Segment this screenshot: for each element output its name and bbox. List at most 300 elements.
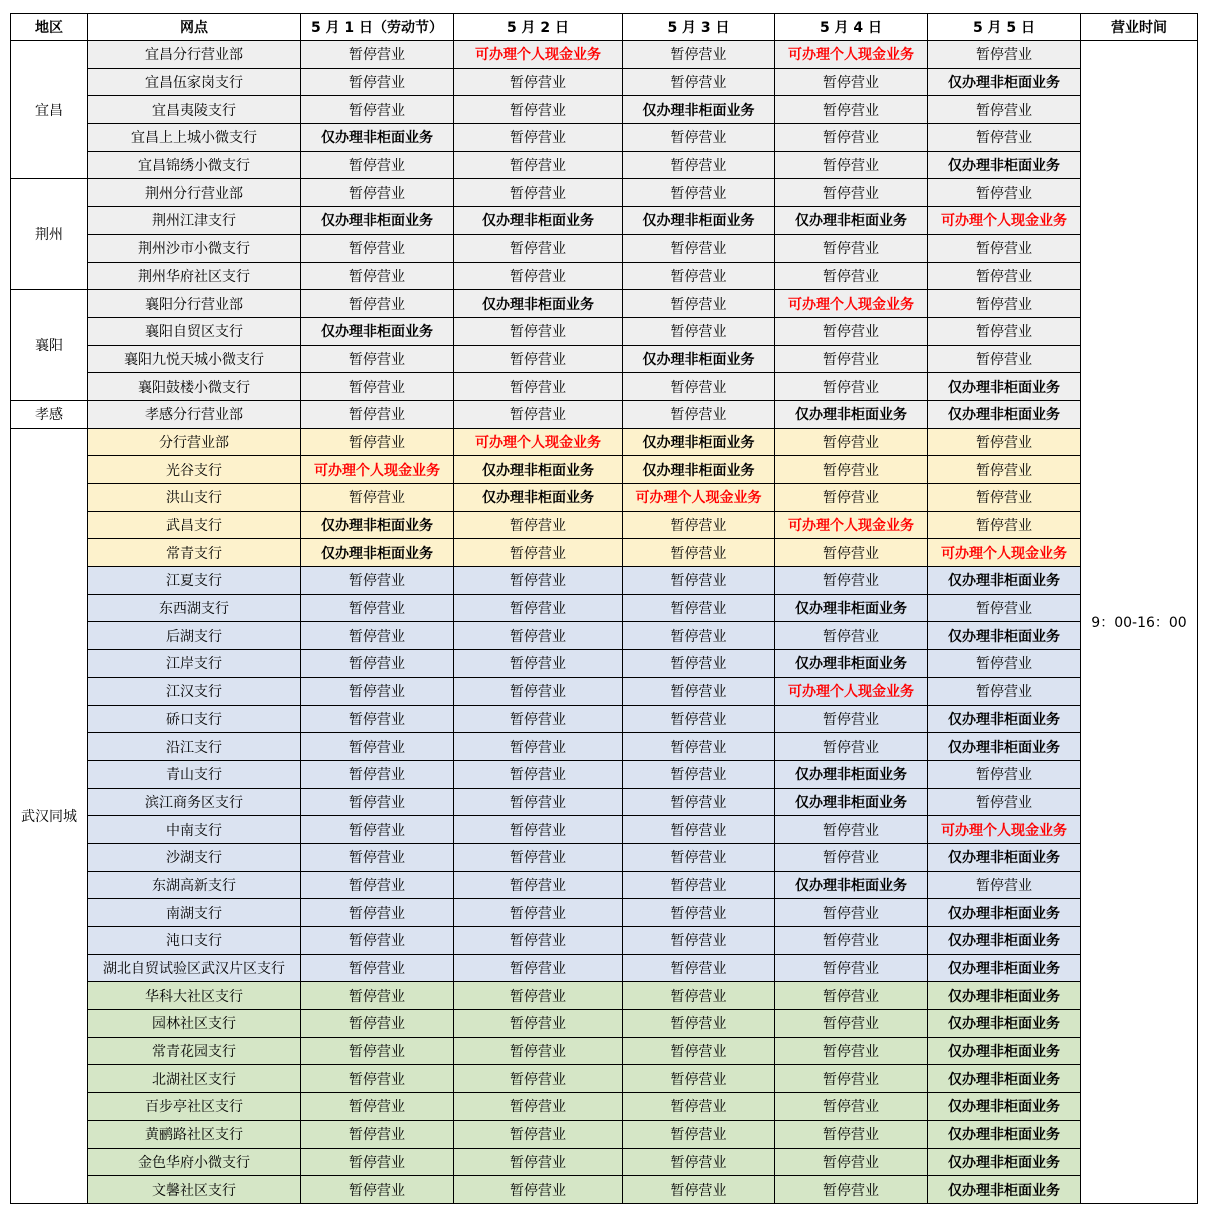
- status-cell-day-3: 暂停营业: [623, 1010, 775, 1038]
- status-cell-day-4: 暂停营业: [775, 1120, 928, 1148]
- status-cell-day-1: 暂停营业: [301, 345, 454, 373]
- branch-name-cell: 金色华府小微支行: [88, 1148, 301, 1176]
- table-row: [11, 511, 1198, 539]
- table-row: [11, 207, 1198, 235]
- branch-name-cell: 江汉支行: [88, 677, 301, 705]
- status-cell-day-2: 暂停营业: [454, 899, 623, 927]
- header-day-2: 5 月 2 日: [454, 14, 623, 41]
- table-row: [11, 1010, 1198, 1038]
- table-row: [11, 594, 1198, 622]
- branch-name-cell: 孝感分行营业部: [88, 400, 301, 428]
- branch-name-cell: 荆州华府社区支行: [88, 262, 301, 290]
- status-cell-day-3: 暂停营业: [623, 317, 775, 345]
- table-row: [11, 179, 1198, 207]
- status-cell-day-3: 暂停营业: [623, 816, 775, 844]
- status-cell-day-2: 暂停营业: [454, 816, 623, 844]
- status-cell-day-5: 仅办理非柜面业务: [928, 733, 1081, 761]
- status-cell-day-5: 仅办理非柜面业务: [928, 899, 1081, 927]
- status-cell-day-3: 仅办理非柜面业务: [623, 96, 775, 124]
- status-cell-day-1: 暂停营业: [301, 843, 454, 871]
- table-row: [11, 899, 1198, 927]
- status-cell-day-2: 暂停营业: [454, 788, 623, 816]
- status-cell-day-4: 仅办理非柜面业务: [775, 760, 928, 788]
- branch-name-cell: 东西湖支行: [88, 594, 301, 622]
- status-cell-day-4: 暂停营业: [775, 345, 928, 373]
- status-cell-day-4: 暂停营业: [775, 179, 928, 207]
- region-cell: 荆州: [11, 179, 88, 290]
- branch-name-cell: 江岸支行: [88, 650, 301, 678]
- status-cell-day-1: 暂停营业: [301, 622, 454, 650]
- branch-name-cell: 武昌支行: [88, 511, 301, 539]
- status-cell-day-5: 仅办理非柜面业务: [928, 567, 1081, 595]
- table-row: [11, 1148, 1198, 1176]
- table-row: [11, 1065, 1198, 1093]
- status-cell-day-3: 暂停营业: [623, 373, 775, 401]
- branch-name-cell: 后湖支行: [88, 622, 301, 650]
- region-cell: 宜昌: [11, 41, 88, 179]
- branch-name-cell: 荆州江津支行: [88, 207, 301, 235]
- status-cell-day-1: 仅办理非柜面业务: [301, 207, 454, 235]
- status-cell-day-5: 暂停营业: [928, 760, 1081, 788]
- status-cell-day-3: 暂停营业: [623, 511, 775, 539]
- branch-name-cell: 青山支行: [88, 760, 301, 788]
- table-row: [11, 484, 1198, 512]
- status-cell-day-3: 可办理个人现金业务: [623, 484, 775, 512]
- status-cell-day-4: 暂停营业: [775, 567, 928, 595]
- status-cell-day-2: 暂停营业: [454, 1093, 623, 1121]
- table-row: [11, 290, 1198, 318]
- branch-name-cell: 中南支行: [88, 816, 301, 844]
- status-cell-day-2: 暂停营业: [454, 1010, 623, 1038]
- status-cell-day-4: 暂停营业: [775, 96, 928, 124]
- status-cell-day-2: 暂停营业: [454, 373, 623, 401]
- status-cell-day-2: 仅办理非柜面业务: [454, 456, 623, 484]
- status-cell-day-5: 仅办理非柜面业务: [928, 705, 1081, 733]
- table-row: [11, 400, 1198, 428]
- branch-name-cell: 滨江商务区支行: [88, 788, 301, 816]
- status-cell-day-1: 暂停营业: [301, 1065, 454, 1093]
- status-cell-day-2: 暂停营业: [454, 96, 623, 124]
- status-cell-day-1: 暂停营业: [301, 1037, 454, 1065]
- branch-name-cell: 常青花园支行: [88, 1037, 301, 1065]
- status-cell-day-5: 暂停营业: [928, 788, 1081, 816]
- status-cell-day-5: 暂停营业: [928, 594, 1081, 622]
- status-cell-day-5: 仅办理非柜面业务: [928, 1037, 1081, 1065]
- status-cell-day-3: 暂停营业: [623, 41, 775, 69]
- status-cell-day-1: 暂停营业: [301, 373, 454, 401]
- status-cell-day-1: 仅办理非柜面业务: [301, 317, 454, 345]
- status-cell-day-2: 可办理个人现金业务: [454, 428, 623, 456]
- header-day-1: 5 月 1 日（劳动节）: [301, 14, 454, 41]
- status-cell-day-2: 暂停营业: [454, 234, 623, 262]
- status-cell-day-1: 暂停营业: [301, 1176, 454, 1204]
- branch-name-cell: 北湖社区支行: [88, 1065, 301, 1093]
- status-cell-day-2: 暂停营业: [454, 1148, 623, 1176]
- status-cell-day-4: 暂停营业: [775, 1176, 928, 1204]
- table-row: [11, 954, 1198, 982]
- status-cell-day-2: 暂停营业: [454, 982, 623, 1010]
- status-cell-day-2: 仅办理非柜面业务: [454, 290, 623, 318]
- status-cell-day-5: 暂停营业: [928, 428, 1081, 456]
- table-row: [11, 927, 1198, 955]
- status-cell-day-2: 暂停营业: [454, 594, 623, 622]
- status-cell-day-3: 暂停营业: [623, 68, 775, 96]
- status-cell-day-1: 暂停营业: [301, 927, 454, 955]
- status-cell-day-4: 暂停营业: [775, 1148, 928, 1176]
- branch-name-cell: 襄阳自贸区支行: [88, 317, 301, 345]
- status-cell-day-2: 暂停营业: [454, 622, 623, 650]
- status-cell-day-4: 仅办理非柜面业务: [775, 650, 928, 678]
- status-cell-day-5: 仅办理非柜面业务: [928, 400, 1081, 428]
- branch-name-cell: 分行营业部: [88, 428, 301, 456]
- status-cell-day-1: 暂停营业: [301, 899, 454, 927]
- status-cell-day-4: 可办理个人现金业务: [775, 41, 928, 69]
- status-cell-day-2: 暂停营业: [454, 650, 623, 678]
- status-cell-day-2: 仅办理非柜面业务: [454, 484, 623, 512]
- table-row: [11, 788, 1198, 816]
- status-cell-day-4: 仅办理非柜面业务: [775, 788, 928, 816]
- status-cell-day-2: 可办理个人现金业务: [454, 41, 623, 69]
- status-cell-day-2: 暂停营业: [454, 1176, 623, 1204]
- status-cell-day-4: 暂停营业: [775, 816, 928, 844]
- branch-name-cell: 光谷支行: [88, 456, 301, 484]
- status-cell-day-1: 仅办理非柜面业务: [301, 124, 454, 152]
- status-cell-day-4: 暂停营业: [775, 733, 928, 761]
- status-cell-day-5: 仅办理非柜面业务: [928, 1093, 1081, 1121]
- status-cell-day-4: 暂停营业: [775, 1093, 928, 1121]
- status-cell-day-3: 暂停营业: [623, 899, 775, 927]
- status-cell-day-3: 暂停营业: [623, 290, 775, 318]
- status-cell-day-5: 可办理个人现金业务: [928, 816, 1081, 844]
- status-cell-day-3: 暂停营业: [623, 927, 775, 955]
- status-cell-day-1: 暂停营业: [301, 982, 454, 1010]
- status-cell-day-1: 暂停营业: [301, 1148, 454, 1176]
- status-cell-day-2: 暂停营业: [454, 124, 623, 152]
- status-cell-day-4: 暂停营业: [775, 151, 928, 179]
- header-branch: 网点: [88, 14, 301, 41]
- branch-name-cell: 洪山支行: [88, 484, 301, 512]
- status-cell-day-2: 暂停营业: [454, 179, 623, 207]
- status-cell-day-4: 暂停营业: [775, 262, 928, 290]
- status-cell-day-3: 暂停营业: [623, 677, 775, 705]
- status-cell-day-3: 暂停营业: [623, 871, 775, 899]
- table-row: [11, 68, 1198, 96]
- status-cell-day-2: 暂停营业: [454, 760, 623, 788]
- status-cell-day-2: 暂停营业: [454, 1065, 623, 1093]
- status-cell-day-2: 暂停营业: [454, 511, 623, 539]
- branch-name-cell: 东湖高新支行: [88, 871, 301, 899]
- status-cell-day-5: 仅办理非柜面业务: [928, 373, 1081, 401]
- status-cell-day-5: 暂停营业: [928, 290, 1081, 318]
- status-cell-day-1: 暂停营业: [301, 788, 454, 816]
- status-cell-day-3: 暂停营业: [623, 760, 775, 788]
- table-row: [11, 622, 1198, 650]
- status-cell-day-5: 仅办理非柜面业务: [928, 954, 1081, 982]
- branch-name-cell: 华科大社区支行: [88, 982, 301, 1010]
- status-cell-day-1: 暂停营业: [301, 705, 454, 733]
- table-row: [11, 843, 1198, 871]
- status-cell-day-5: 暂停营业: [928, 484, 1081, 512]
- branch-name-cell: 沿江支行: [88, 733, 301, 761]
- region-cell: 襄阳: [11, 290, 88, 401]
- status-cell-day-5: 暂停营业: [928, 262, 1081, 290]
- status-cell-day-4: 可办理个人现金业务: [775, 511, 928, 539]
- status-cell-day-3: 暂停营业: [623, 843, 775, 871]
- status-cell-day-4: 暂停营业: [775, 317, 928, 345]
- status-cell-day-3: 仅办理非柜面业务: [623, 207, 775, 235]
- status-cell-day-5: 暂停营业: [928, 511, 1081, 539]
- status-cell-day-4: 暂停营业: [775, 1037, 928, 1065]
- table-row: [11, 871, 1198, 899]
- table-row: [11, 982, 1198, 1010]
- status-cell-day-5: 仅办理非柜面业务: [928, 1148, 1081, 1176]
- branch-name-cell: 园林社区支行: [88, 1010, 301, 1038]
- status-cell-day-3: 暂停营业: [623, 982, 775, 1010]
- status-cell-day-4: 暂停营业: [775, 456, 928, 484]
- branch-name-cell: 宜昌锦绣小微支行: [88, 151, 301, 179]
- status-cell-day-3: 暂停营业: [623, 650, 775, 678]
- branch-name-cell: 文馨社区支行: [88, 1176, 301, 1204]
- branch-name-cell: 黄鹂路社区支行: [88, 1120, 301, 1148]
- status-cell-day-5: 仅办理非柜面业务: [928, 151, 1081, 179]
- status-cell-day-5: 仅办理非柜面业务: [928, 622, 1081, 650]
- table-row: [11, 1176, 1198, 1204]
- status-cell-day-3: 暂停营业: [623, 124, 775, 152]
- status-cell-day-1: 暂停营业: [301, 733, 454, 761]
- status-cell-day-2: 暂停营业: [454, 733, 623, 761]
- status-cell-day-4: 仅办理非柜面业务: [775, 207, 928, 235]
- status-cell-day-2: 暂停营业: [454, 539, 623, 567]
- branch-name-cell: 宜昌伍家岗支行: [88, 68, 301, 96]
- status-cell-day-5: 暂停营业: [928, 317, 1081, 345]
- branch-name-cell: 宜昌上上城小微支行: [88, 124, 301, 152]
- status-cell-day-4: 暂停营业: [775, 982, 928, 1010]
- status-cell-day-1: 暂停营业: [301, 41, 454, 69]
- branch-name-cell: 荆州分行营业部: [88, 179, 301, 207]
- status-cell-day-4: 暂停营业: [775, 622, 928, 650]
- status-cell-day-3: 暂停营业: [623, 1148, 775, 1176]
- status-cell-day-4: 暂停营业: [775, 234, 928, 262]
- status-cell-day-5: 暂停营业: [928, 96, 1081, 124]
- status-cell-day-1: 暂停营业: [301, 151, 454, 179]
- status-cell-day-3: 暂停营业: [623, 594, 775, 622]
- branch-name-cell: 江夏支行: [88, 567, 301, 595]
- status-cell-day-2: 仅办理非柜面业务: [454, 207, 623, 235]
- status-cell-day-1: 暂停营业: [301, 428, 454, 456]
- status-cell-day-2: 暂停营业: [454, 927, 623, 955]
- status-cell-day-1: 仅办理非柜面业务: [301, 539, 454, 567]
- status-cell-day-2: 暂停营业: [454, 705, 623, 733]
- table-row: [11, 41, 1198, 69]
- status-cell-day-5: 暂停营业: [928, 179, 1081, 207]
- branch-name-cell: 南湖支行: [88, 899, 301, 927]
- status-cell-day-4: 可办理个人现金业务: [775, 290, 928, 318]
- status-cell-day-1: 暂停营业: [301, 677, 454, 705]
- table-row: [11, 705, 1198, 733]
- status-cell-day-2: 暂停营业: [454, 677, 623, 705]
- header-day-4: 5 月 4 日: [775, 14, 928, 41]
- table-body: [11, 41, 1198, 1204]
- status-cell-day-3: 暂停营业: [623, 1037, 775, 1065]
- status-cell-day-3: 暂停营业: [623, 788, 775, 816]
- status-cell-day-4: 暂停营业: [775, 899, 928, 927]
- status-cell-day-3: 暂停营业: [623, 1093, 775, 1121]
- status-cell-day-3: 暂停营业: [623, 1120, 775, 1148]
- table-row: [11, 650, 1198, 678]
- status-cell-day-4: 暂停营业: [775, 124, 928, 152]
- status-cell-day-4: 暂停营业: [775, 68, 928, 96]
- status-cell-day-2: 暂停营业: [454, 843, 623, 871]
- status-cell-day-4: 暂停营业: [775, 1065, 928, 1093]
- region-cell: 武汉同城: [11, 428, 88, 1203]
- table-row: [11, 151, 1198, 179]
- table-row: [11, 456, 1198, 484]
- branch-schedule-table: [10, 13, 1198, 1204]
- table-row: [11, 1037, 1198, 1065]
- status-cell-day-4: 暂停营业: [775, 428, 928, 456]
- branch-name-cell: 荆州沙市小微支行: [88, 234, 301, 262]
- table-row: [11, 373, 1198, 401]
- status-cell-day-5: 暂停营业: [928, 456, 1081, 484]
- status-cell-day-1: 仅办理非柜面业务: [301, 511, 454, 539]
- status-cell-day-4: 暂停营业: [775, 927, 928, 955]
- status-cell-day-4: 暂停营业: [775, 843, 928, 871]
- status-cell-day-5: 仅办理非柜面业务: [928, 982, 1081, 1010]
- status-cell-day-1: 可办理个人现金业务: [301, 456, 454, 484]
- status-cell-day-1: 暂停营业: [301, 96, 454, 124]
- status-cell-day-1: 暂停营业: [301, 1120, 454, 1148]
- status-cell-day-5: 仅办理非柜面业务: [928, 1176, 1081, 1204]
- status-cell-day-1: 暂停营业: [301, 290, 454, 318]
- table-row: [11, 539, 1198, 567]
- status-cell-day-3: 暂停营业: [623, 1065, 775, 1093]
- status-cell-day-2: 暂停营业: [454, 1037, 623, 1065]
- status-cell-day-4: 暂停营业: [775, 1010, 928, 1038]
- header-day-3: 5 月 3 日: [623, 14, 775, 41]
- status-cell-day-1: 暂停营业: [301, 68, 454, 96]
- table-row: [11, 234, 1198, 262]
- status-cell-day-5: 仅办理非柜面业务: [928, 1010, 1081, 1038]
- business-hours-cell: 9：00-16：00: [1081, 41, 1198, 1204]
- table-row: [11, 317, 1198, 345]
- status-cell-day-3: 暂停营业: [623, 262, 775, 290]
- region-cell: 孝感: [11, 400, 88, 428]
- status-cell-day-4: 仅办理非柜面业务: [775, 594, 928, 622]
- status-cell-day-3: 仅办理非柜面业务: [623, 345, 775, 373]
- header-day-5: 5 月 5 日: [928, 14, 1081, 41]
- branch-name-cell: 宜昌分行营业部: [88, 41, 301, 69]
- status-cell-day-1: 暂停营业: [301, 816, 454, 844]
- status-cell-day-2: 暂停营业: [454, 1120, 623, 1148]
- branch-name-cell: 常青支行: [88, 539, 301, 567]
- status-cell-day-5: 仅办理非柜面业务: [928, 1120, 1081, 1148]
- status-cell-day-5: 暂停营业: [928, 677, 1081, 705]
- status-cell-day-3: 暂停营业: [623, 705, 775, 733]
- branch-name-cell: 襄阳九悦天城小微支行: [88, 345, 301, 373]
- table-row: [11, 567, 1198, 595]
- status-cell-day-4: 暂停营业: [775, 373, 928, 401]
- status-cell-day-3: 暂停营业: [623, 539, 775, 567]
- status-cell-day-1: 暂停营业: [301, 567, 454, 595]
- status-cell-day-4: 仅办理非柜面业务: [775, 871, 928, 899]
- status-cell-day-2: 暂停营业: [454, 317, 623, 345]
- status-cell-day-1: 暂停营业: [301, 1010, 454, 1038]
- status-cell-day-3: 暂停营业: [623, 400, 775, 428]
- status-cell-day-1: 暂停营业: [301, 234, 454, 262]
- status-cell-day-2: 暂停营业: [454, 262, 623, 290]
- status-cell-day-4: 可办理个人现金业务: [775, 677, 928, 705]
- header-hours: 营业时间: [1081, 14, 1198, 41]
- branch-name-cell: 百步亭社区支行: [88, 1093, 301, 1121]
- status-cell-day-1: 暂停营业: [301, 650, 454, 678]
- status-cell-day-2: 暂停营业: [454, 345, 623, 373]
- header-region: 地区: [11, 14, 88, 41]
- table-row: [11, 1093, 1198, 1121]
- status-cell-day-5: 暂停营业: [928, 345, 1081, 373]
- table-row: [11, 428, 1198, 456]
- status-cell-day-3: 暂停营业: [623, 1176, 775, 1204]
- status-cell-day-1: 暂停营业: [301, 594, 454, 622]
- status-cell-day-5: 仅办理非柜面业务: [928, 68, 1081, 96]
- branch-name-cell: 硚口支行: [88, 705, 301, 733]
- status-cell-day-1: 暂停营业: [301, 179, 454, 207]
- table-row: [11, 345, 1198, 373]
- table-row: [11, 760, 1198, 788]
- status-cell-day-1: 暂停营业: [301, 262, 454, 290]
- branch-name-cell: 襄阳鼓楼小微支行: [88, 373, 301, 401]
- status-cell-day-5: 仅办理非柜面业务: [928, 843, 1081, 871]
- branch-name-cell: 宜昌夷陵支行: [88, 96, 301, 124]
- status-cell-day-3: 暂停营业: [623, 954, 775, 982]
- status-cell-day-1: 暂停营业: [301, 871, 454, 899]
- status-cell-day-5: 可办理个人现金业务: [928, 207, 1081, 235]
- table-row: [11, 1120, 1198, 1148]
- branch-name-cell: 沙湖支行: [88, 843, 301, 871]
- table-row: [11, 262, 1198, 290]
- branch-name-cell: 湖北自贸试验区武汉片区支行: [88, 954, 301, 982]
- status-cell-day-5: 暂停营业: [928, 871, 1081, 899]
- status-cell-day-5: 暂停营业: [928, 124, 1081, 152]
- status-cell-day-5: 暂停营业: [928, 234, 1081, 262]
- table-row: [11, 96, 1198, 124]
- status-cell-day-2: 暂停营业: [454, 954, 623, 982]
- status-cell-day-1: 暂停营业: [301, 954, 454, 982]
- branch-name-cell: 襄阳分行营业部: [88, 290, 301, 318]
- status-cell-day-1: 暂停营业: [301, 1093, 454, 1121]
- branch-name-cell: 沌口支行: [88, 927, 301, 955]
- status-cell-day-4: 暂停营业: [775, 484, 928, 512]
- status-cell-day-2: 暂停营业: [454, 567, 623, 595]
- status-cell-day-3: 暂停营业: [623, 622, 775, 650]
- table-row: [11, 124, 1198, 152]
- status-cell-day-3: 暂停营业: [623, 234, 775, 262]
- status-cell-day-5: 暂停营业: [928, 650, 1081, 678]
- status-cell-day-1: 暂停营业: [301, 760, 454, 788]
- status-cell-day-3: 仅办理非柜面业务: [623, 428, 775, 456]
- status-cell-day-4: 暂停营业: [775, 539, 928, 567]
- status-cell-day-3: 暂停营业: [623, 151, 775, 179]
- status-cell-day-5: 暂停营业: [928, 41, 1081, 69]
- status-cell-day-3: 暂停营业: [623, 733, 775, 761]
- status-cell-day-4: 暂停营业: [775, 954, 928, 982]
- status-cell-day-4: 暂停营业: [775, 705, 928, 733]
- status-cell-day-5: 仅办理非柜面业务: [928, 927, 1081, 955]
- table-row: [11, 733, 1198, 761]
- status-cell-day-2: 暂停营业: [454, 151, 623, 179]
- status-cell-day-3: 仅办理非柜面业务: [623, 456, 775, 484]
- status-cell-day-3: 暂停营业: [623, 567, 775, 595]
- status-cell-day-3: 暂停营业: [623, 179, 775, 207]
